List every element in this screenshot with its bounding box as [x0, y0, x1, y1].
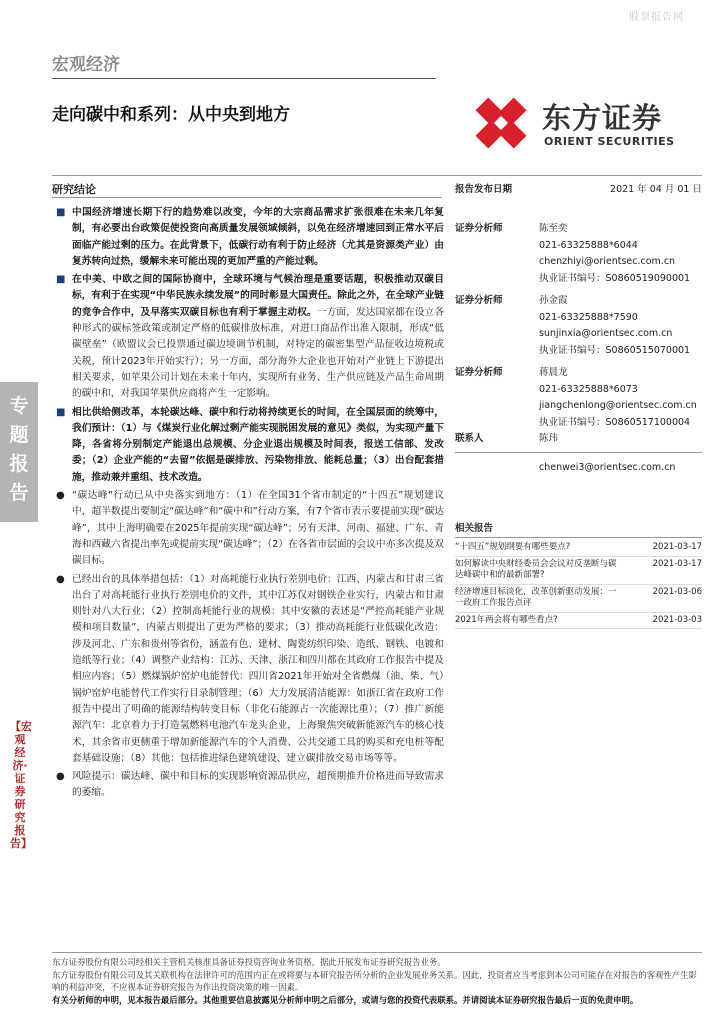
bullet-icon: ■ [56, 406, 66, 418]
page-title: 走向碳中和系列：从中央到地方 [52, 105, 290, 125]
analyst-label: 证券分析师 [455, 223, 503, 234]
company-logo [468, 88, 700, 158]
related-report-item[interactable] [455, 585, 702, 613]
side-tab [0, 382, 38, 522]
bullet-text: 一方面，发达国家都在设立各种形式的碳标签政策或制定严格的低碳排放标准，对进口商品作出准入限制，形成“低碳壁垒”（欧盟议会已投票通过碳边境调节机制，对特定的碳密集型产品征收边境税或关税，预计2023年开始实行）；另一方面，部分海外大企业也开始对产业链上下游提出相关要求，如苹果公司计划在未来十年内，实现所有业务、生产供应链及产品生命周期的碳中和，对我国苹果供应商将产生一定影响。 [72, 306, 445, 400]
analyst-email[interactable]: sunjinxia@orientsec.com.cn [539, 328, 673, 339]
list-item [52, 572, 444, 768]
related-reports-title: 相关报告 [455, 520, 702, 538]
related-report-item[interactable] [455, 557, 702, 585]
related-report-date: 2021-03-03 [652, 614, 702, 625]
bullet-text: “碳达峰”行动已从中央落实到地方：（1）在全国31个省市制定的“十四五”规划建议中，超半数提出要制定“碳达峰”和“碳中和”行动方案，有7个省市表示要提前实现“碳达峰”，其中上海明确要在2025年提前实现“碳达峰”；另有天津、河南、福建、广东、青海和西藏六省提出率先或提前实现“碳达峰”；（2）在各省市层面的会议中亦多次提及双碳目标。 [72, 490, 444, 567]
logo-text-en: ORIENT SECURITIES [544, 135, 675, 148]
bullet-bold-text: 在中美、中欧之间的国际协商中，全球环境与气候治理是重要话题，积极推动双碳目标，有利于在实现“中华民族永续发展”的同时彰显大国责任。除此之外，在全球产业链的竞争合作中，及早落实双碳目标也有利于掌握主动权。 [72, 274, 444, 318]
list-item [52, 405, 444, 486]
analyst-name: 陈至奕 [539, 223, 568, 234]
analyst-cert: 执业证书编号：S0860519090001 [539, 272, 691, 284]
bullet-icon: ● [56, 771, 65, 783]
analyst-email[interactable]: chenzhiyi@orientsec.com.cn [539, 256, 676, 267]
bullet-icon: ● [56, 573, 65, 585]
bullet-text: 风险提示：碳达峰、碳中和目标的实现影响资源品供应，超预期推升价格进而导致需求的萎缩。 [72, 771, 444, 799]
related-reports [455, 520, 702, 629]
related-report-item[interactable] [455, 540, 702, 557]
orient-securities-logo-icon [468, 90, 534, 156]
analyst-phone: 021-63325888*7590 [539, 311, 638, 323]
watermark: 股票报告网 [629, 12, 684, 23]
section-title: 宏观经济 [52, 55, 120, 75]
analyst-entry [455, 365, 702, 431]
analyst-label: 证券分析师 [455, 295, 503, 306]
related-report-title: 经济增速目标淡化，改革创新驱动发展：一一政府工作报告点评 [455, 586, 617, 608]
analyst-email[interactable]: jiangchenlong@orientsec.com.cn [539, 400, 697, 411]
list-item [52, 272, 444, 402]
analyst-phone: 021-63325888*6044 [539, 239, 638, 251]
analyst-name: 孙金霞 [539, 295, 568, 306]
contact-name: 陈玮 [539, 433, 559, 444]
bullet-icon: ■ [56, 274, 66, 286]
bullet-bold-text: 中国经济增速长期下行的趋势难以改变，今年的大宗商品需求扩张很难在未来几年复制，有必要出台政策促使投资向高质量发展领域倾斜，以免在经济增速回到正常水平后面临产能过剩的压力。在此背景下，低碳行动有利于防止经济（尤其是资源类产业）由复苏转向过热，缓解未来可能出现的更加严重的产能过剩。 [72, 207, 444, 267]
related-report-title: 如何解读中央财经委员会会议对反垄断与碳达峰碳中和的最新部署? [455, 558, 617, 580]
related-report-title: 2021年两会将有哪些看点? [455, 614, 558, 625]
related-report-date: 2021-03-17 [652, 542, 702, 552]
logo-text-cn: 东方证券 [542, 101, 663, 135]
analyst-name: 蒋晨龙 [539, 367, 568, 378]
report-date-label: 报告发布日期 [455, 184, 513, 195]
related-report-item[interactable] [455, 613, 702, 630]
analyst-label: 证券分析师 [455, 367, 503, 378]
bullet-bold-text: 相比供给侧改革，本轮碳达峰、碳中和行动将持续更长的时间，在全国层面的统筹中，我们预计：（1）与《煤炭行业化解过剩产能实现脱困发展的意见》类似，为实现产量下降，各省将分别制定产能退出总规模、分企业退出规模及时间表，报送工信部、发改委；（2）企业产能的“去留”依据是碳排放、污染物排放、能耗总量；（3）出台配套措施，推动兼并重组、技术改造。 [72, 406, 444, 483]
footer-line-bold: 有关分析师的申明，见本报告最后部分。其他重要信息披露见分析师申明之后部分，或请与您的投资代表联系。并请阅读本证券研究报告最后一页的免责申明。 [52, 994, 639, 1005]
report-date-value: 2021 年 04 月 01 日 [610, 184, 702, 195]
research-conclusion-underline [52, 197, 442, 198]
bullet-icon: ● [56, 490, 65, 502]
list-item [52, 205, 444, 270]
bullet-icon: ■ [56, 207, 66, 218]
footer-disclaimer [52, 956, 704, 1006]
report-info-panel [455, 181, 702, 431]
contact-divider [455, 452, 702, 453]
report-date [455, 181, 702, 195]
footer-line: 东方证券股份有限公司及其关联机构在法律许可的范围内正在或将要与本研究报告所分析的企业发展业务关系。因此，投资者应当考虑到本公司可能存在对报告的客观性产生影响的利益冲突，不应视本证券研究报告为作出投资决策的唯一因素。 [52, 969, 697, 992]
research-conclusion-heading: 研究结论 [52, 183, 96, 196]
related-report-date: 2021-03-06 [652, 586, 702, 597]
contact [455, 430, 702, 444]
list-item [52, 488, 444, 569]
research-conclusion-body [52, 205, 444, 802]
analyst-cert: 执业证书编号：S0860515070001 [539, 344, 691, 356]
bullet-text: 已经出台的具体举措包括：（1）对高耗能行业执行差别电价：江西、内蒙古和甘肃三省出台了对高耗能行业执行差别电价的文件，其中江苏仅对钢铁企业实行，内蒙古和甘肃则针对八大行业；（2）控制高耗能行业的规模：其中安徽的表述是“严控高耗能产业规模和项目数量”，内蒙古则提出了更为严格的要求；（3）推动高耗能行业低碳化改造：涉及河北、广东和贵州等省份，涵盖有色、建材、陶瓷纺织印染、造纸、钢铁、电镀和造纸等行业；（4）调整产业结构：江苏、天津、浙江和四川都在其政府工作报告中提及相应内容；（5）燃煤锅炉窑炉电能替代：四川省2021年开始对全省燃煤（油、柴、气）锅炉窑炉电能替代工作实行目录制管理；（6）大力发展清洁能源：如浙江省在政府工作报告中提出了明确的能源结构转变目标（非化石能源占一次能源比重）；（7）推广新能源汽车：北京着力于打造氢燃料电池汽车龙头企业，上海聚焦突破新能源汽车的核心技术，其余省市更侧重于增加新能源汽车的个人消费、公共交通工具的购买和充电桩等配套基础设施；（8）其他：包括推进绿色建筑建设、建立碳排放交易市场等等。 [72, 573, 444, 764]
title-divider [52, 78, 436, 79]
side-report-type: 【宏观经济·证券研究报告】 [10, 720, 32, 850]
analyst-cert: 执业证书编号：S0860517100004 [539, 416, 691, 428]
related-report-title: “十四五”规划纲要有哪些要点? [455, 542, 571, 552]
analyst-entry [455, 221, 702, 287]
list-item [52, 769, 444, 802]
footer-line: 东方证券股份有限公司经相关主管机关核准具备证券投资咨询业务资格，据此开展发布证券研究报告业务。 [52, 957, 446, 967]
header-divider [52, 175, 702, 176]
analyst-list [455, 221, 702, 431]
side-tab-label: 专题报告 [9, 395, 29, 504]
contact-email[interactable]: chenwei3@orientsec.com.cn [539, 462, 676, 473]
footer-divider [52, 952, 702, 953]
analyst-entry [455, 293, 702, 359]
related-report-date: 2021-03-17 [652, 558, 702, 569]
contact-label: 联系人 [455, 433, 484, 444]
analyst-phone: 021-63325888*6073 [539, 383, 638, 395]
